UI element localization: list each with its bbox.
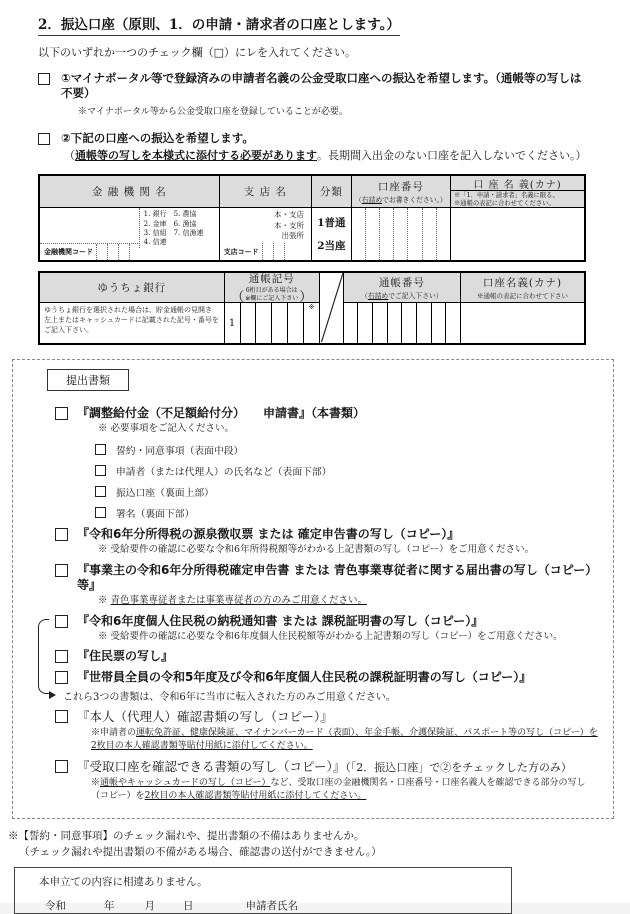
group-bracket (38, 619, 49, 695)
branch-header: 支 店 名 (243, 186, 287, 199)
doc-identity-note: ※申請者の運転免許証、健康保険証、マイナンバーカード（表面）、年金手帳、介護保険証、パスポート等の写し（コピー）を2枚目の本人確認書類等貼付用紙に添付してください。 (91, 727, 598, 752)
institution-types-line1: 1. 銀行 5. 農協 (143, 210, 197, 219)
sub-transfer-account-label: 振込口座（裏面上部） (116, 487, 214, 499)
option2-note-paren: （ (64, 148, 75, 162)
doc-application-note: ※ 必要事項をご記入ください。 (98, 423, 235, 435)
branch-type-legend (220, 208, 311, 242)
doc-account-proof-checkbox[interactable] (55, 760, 68, 773)
option2-label: ②下記の口座への振込を希望します。 (61, 130, 254, 145)
branch-code-cell[interactable] (262, 243, 273, 260)
option2-note (64, 149, 592, 163)
doc-identity-label: 『本人（代理人）確認書類の写し（コピー）』 (77, 709, 333, 725)
option1-label: ①マイナポータル等で登録済みの申請者名義の公金受取口座への振込を希望します。（通帳等の写しは不要） (61, 71, 582, 100)
institution-types-line3: 3. 信組 7. 信漁連 (143, 228, 204, 237)
col-account-number (351, 176, 450, 260)
account-number-cell[interactable] (422, 208, 436, 260)
month-label: 月 (144, 899, 155, 912)
institution-types-line4: 4. 信連 (143, 238, 167, 247)
account-number-cell[interactable] (379, 208, 393, 260)
year-label: 年 (104, 899, 115, 912)
yucho-header: ゆうちょ銀行 (97, 282, 167, 295)
branch-code-row (220, 243, 311, 260)
transfer-in-note: これら3つの書類は、令和6年に当市に転入された方のみご用意ください。 (63, 692, 396, 704)
branch-type-line3: 出張所 (281, 231, 304, 241)
passbook-number-cells (344, 303, 460, 343)
account-number-cell[interactable] (407, 208, 421, 260)
class-option-futsu[interactable]: 1普通 (317, 217, 346, 230)
passbook-symbol-cell[interactable] (287, 303, 303, 343)
branch-code-cell[interactable] (284, 243, 295, 260)
option2-row (38, 131, 592, 146)
sub-item-signature (95, 506, 599, 520)
sub-applicant-name-label: 申請者（または代理人）の氏名など（表面下部） (116, 466, 332, 478)
passbook-symbol-cell[interactable] (240, 303, 256, 343)
branch-name-field[interactable] (220, 208, 311, 260)
passbook-symbol-cell[interactable] (271, 303, 287, 343)
yucho-desc-line1: ゆうちょ銀行を選択された場合は、貯金通帳の見開き (44, 306, 212, 315)
sub-item-transfer-account (95, 485, 599, 499)
passbook-number-cell[interactable] (387, 303, 402, 343)
institution-code-label: 金融機関コード (44, 248, 93, 257)
bank-account-table (38, 174, 586, 262)
passbook-number-cell[interactable] (416, 303, 431, 343)
passbook-symbol-cells (225, 303, 319, 343)
account-number-cell[interactable] (393, 208, 407, 260)
col-class (311, 176, 351, 260)
group-bracket-arrow-icon (49, 691, 56, 699)
doc-item-tax-notice (55, 614, 599, 629)
option2-note-underlined: 通帳等の写しを本様式に添付する必要があります (75, 148, 317, 162)
symbol-number-divider (319, 273, 343, 343)
account-number-cells (352, 208, 450, 260)
declaration-text: 本申立ての内容に相違ありません。 (39, 875, 208, 888)
passbook-symbol-cell[interactable] (255, 303, 271, 343)
yucho-holder-field[interactable] (461, 303, 584, 343)
documents-box-title: 提出書類 (47, 369, 129, 391)
doc-proprietor-note: ※ 青色事業専従者または事業専従者の方のみご用意ください。 (98, 594, 368, 606)
yucho-desc-line2: 左上またはキャッシュカードに記載された記号・番号を (44, 316, 219, 325)
applicant-name-field[interactable] (298, 898, 511, 913)
branch-type-line2: 本・支所 (274, 220, 304, 230)
account-holder-note-line1: ※「1．申請・請求者」名義に限る。 (453, 192, 559, 200)
final-check-line2: （チェック漏れや提出書類の不備がある場合、確認書の送付ができません。） (19, 845, 382, 858)
doc-tax-notice-label: 『令和6年度個人住民税の納税通知書 または 課税証明書の写し（コピー）』 (77, 613, 484, 628)
doc-item-application (55, 406, 599, 421)
doc-household-certificates-checkbox[interactable] (55, 671, 68, 684)
day-label: 日 (183, 899, 194, 912)
account-holder-note-line2: ※通帳の表記に合わせてください。 (453, 199, 555, 207)
sub-item-applicant-name (95, 464, 599, 478)
section-title: 2．振込口座（原則、1．の申請・請求者の口座とします。） (38, 13, 400, 36)
doc-item-withholding (55, 527, 599, 542)
doc-account-proof-label: 『受取口座を確認できる書類の写し（コピー）』（「2．振込口座」で②をチェックした方のみ） (77, 759, 572, 775)
account-number-note: （右詰めでお書きください。） (354, 196, 447, 205)
sub-signature-label: 署名（裏面下部） (116, 508, 195, 520)
passbook-symbol-digit1: 1 (228, 317, 236, 329)
institution-code-cell[interactable] (96, 244, 107, 260)
passbook-number-cell[interactable] (431, 303, 446, 343)
doc-application-label: 『調整給付金（不足額給付分） 申請書』（本書類） (77, 406, 366, 421)
sub-applicant-name-checkbox[interactable] (95, 465, 106, 476)
doc-item-identity (55, 709, 599, 725)
doc-account-proof-note: ※通帳やキャッシュカードの写し（コピー）など、受取口座の金融機関名・口座番号・口座名義人を確認できる部分の写し（コピー）を2枚目の本人確認書類等貼付用紙に添付してください。 (91, 777, 586, 801)
option2-note-rest: 。長期間入出金のない口座を記入しないでください。） (317, 148, 587, 162)
account-number-cell[interactable] (365, 208, 379, 260)
passbook-symbol-header: 通帳記号 (248, 272, 295, 285)
declaration-box (14, 867, 512, 914)
doc-withholding-label: 『令和6年分所得税の源泉徴収票 または 確定申告書の写し（コピー）』 (77, 526, 460, 541)
era-label: 令和 (45, 899, 66, 912)
yucho-account-table (38, 271, 586, 345)
doc-household-certificates-label: 『世帯員全員の令和5年度及び令和6年度個人住民税の課税証明書の写し（コピー）』 (77, 670, 532, 685)
account-holder-field[interactable] (451, 208, 584, 260)
passbook-number-cell[interactable] (344, 303, 358, 343)
passbook-number-cell[interactable] (445, 303, 460, 343)
account-number-cell[interactable] (352, 208, 365, 260)
check-instruction: 以下のいずれか一つのチェック欄（□）にレを入れてください。 (38, 46, 357, 59)
institution-type-legend (139, 208, 219, 248)
passbook-number-cell[interactable] (357, 303, 372, 343)
account-number-cell[interactable] (436, 208, 450, 260)
documents-box (12, 359, 614, 819)
doc-item-account-proof (55, 759, 599, 775)
branch-code-label: 支店コード (223, 247, 259, 256)
yucho-description (40, 303, 224, 335)
doc-item-resident-record (55, 649, 599, 664)
branch-code-cell[interactable] (273, 243, 284, 260)
institution-code-cell[interactable] (129, 244, 140, 260)
transfer-in-group (35, 614, 599, 704)
passbook-number-cell[interactable] (401, 303, 416, 343)
option2-checkbox[interactable] (38, 133, 50, 145)
doc-item-proprietor (55, 563, 599, 593)
col-account-holder (450, 176, 584, 260)
signature-row (39, 898, 511, 913)
yucho-holder-header: 口座名義(カナ) (482, 277, 563, 290)
account-holder-note (451, 191, 584, 208)
passbook-symbol-note: （ 6桁目がある場合は ※欄にご記入下さい ） (231, 287, 313, 305)
applicant-name-label: 申請者氏名 (245, 899, 298, 912)
institution-header: 金 融 機 関 名 (91, 186, 167, 199)
doc-identity-checkbox[interactable] (55, 710, 68, 723)
option1-note: ※マイナポータル等から公金受取口座を登録していることが必要。 (78, 106, 348, 117)
yucho-holder-note: ※通帳の表記に合わせて下さい (476, 292, 568, 301)
col-passbook-number (343, 273, 460, 343)
institution-name-field[interactable] (40, 208, 219, 260)
sub-item-pledge (95, 443, 599, 457)
col-passbook-symbol (224, 273, 319, 343)
institution-types-line2: 2. 金庫 6. 漁協 (143, 219, 197, 228)
diagonal-line (320, 272, 344, 343)
doc-withholding-checkbox[interactable] (55, 528, 68, 541)
doc-tax-notice-checkbox[interactable] (55, 615, 68, 628)
passbook-number-header: 通帳番号 (378, 277, 425, 290)
doc-item-household-certificates (55, 670, 599, 685)
account-holder-header: 口 座 名 義(カナ) (451, 176, 584, 191)
institution-code-cell[interactable] (107, 244, 118, 260)
col-branch (219, 176, 311, 260)
sub-signature-checkbox[interactable] (95, 507, 106, 518)
col-institution (40, 176, 219, 260)
class-header: 分類 (319, 186, 343, 199)
col-yucho-holder (460, 273, 584, 343)
passbook-symbol-mark: ※ (308, 303, 315, 312)
col-yucho (40, 273, 224, 343)
doc-application-checkbox[interactable] (55, 407, 68, 420)
institution-code-row (40, 243, 140, 260)
sub-pledge-checkbox[interactable] (95, 444, 106, 455)
branch-type-line1: 本・支店 (274, 210, 304, 220)
institution-code-cell[interactable] (118, 244, 129, 260)
option1-checkbox[interactable] (38, 73, 50, 85)
final-check-line1: ※【誓約・同意事項】のチェック漏れや、提出書類の不備はありませんか。 (8, 829, 365, 842)
sub-pledge-label: 誓約・同意事項（表面中段） (116, 445, 244, 457)
doc-tax-notice-note: ※ 受給要件の確認に必要な令和6年度個人住民税額等がわかる上記書類の写し（コピー）をご用意ください。 (98, 630, 563, 642)
option1-row (38, 71, 592, 101)
account-number-header: 口座番号 (377, 181, 424, 194)
passbook-number-note: （右詰めでご記入下さい） (361, 292, 443, 301)
doc-resident-record-label: 『住民票の写し』 (77, 649, 174, 664)
doc-proprietor-label: 『事業主の令和6年分所得税確定申告書 または 青色事業専従者に関する届出書の写し（コピー）等』 (77, 562, 598, 592)
doc-proprietor-checkbox[interactable] (55, 564, 68, 577)
doc-resident-record-checkbox[interactable] (55, 650, 68, 663)
class-option-toza[interactable]: 2当座 (317, 240, 346, 253)
passbook-symbol-mark-cell[interactable] (303, 303, 319, 343)
sub-transfer-account-checkbox[interactable] (95, 486, 106, 497)
doc-withholding-note: ※ 受給要件の確認に必要な令和6年所得税額等がわかる上記書類の写し（コピー）をご用意ください。 (98, 543, 535, 555)
yucho-desc-line3: ご記入下さい。 (44, 326, 93, 335)
passbook-number-cell[interactable] (372, 303, 387, 343)
